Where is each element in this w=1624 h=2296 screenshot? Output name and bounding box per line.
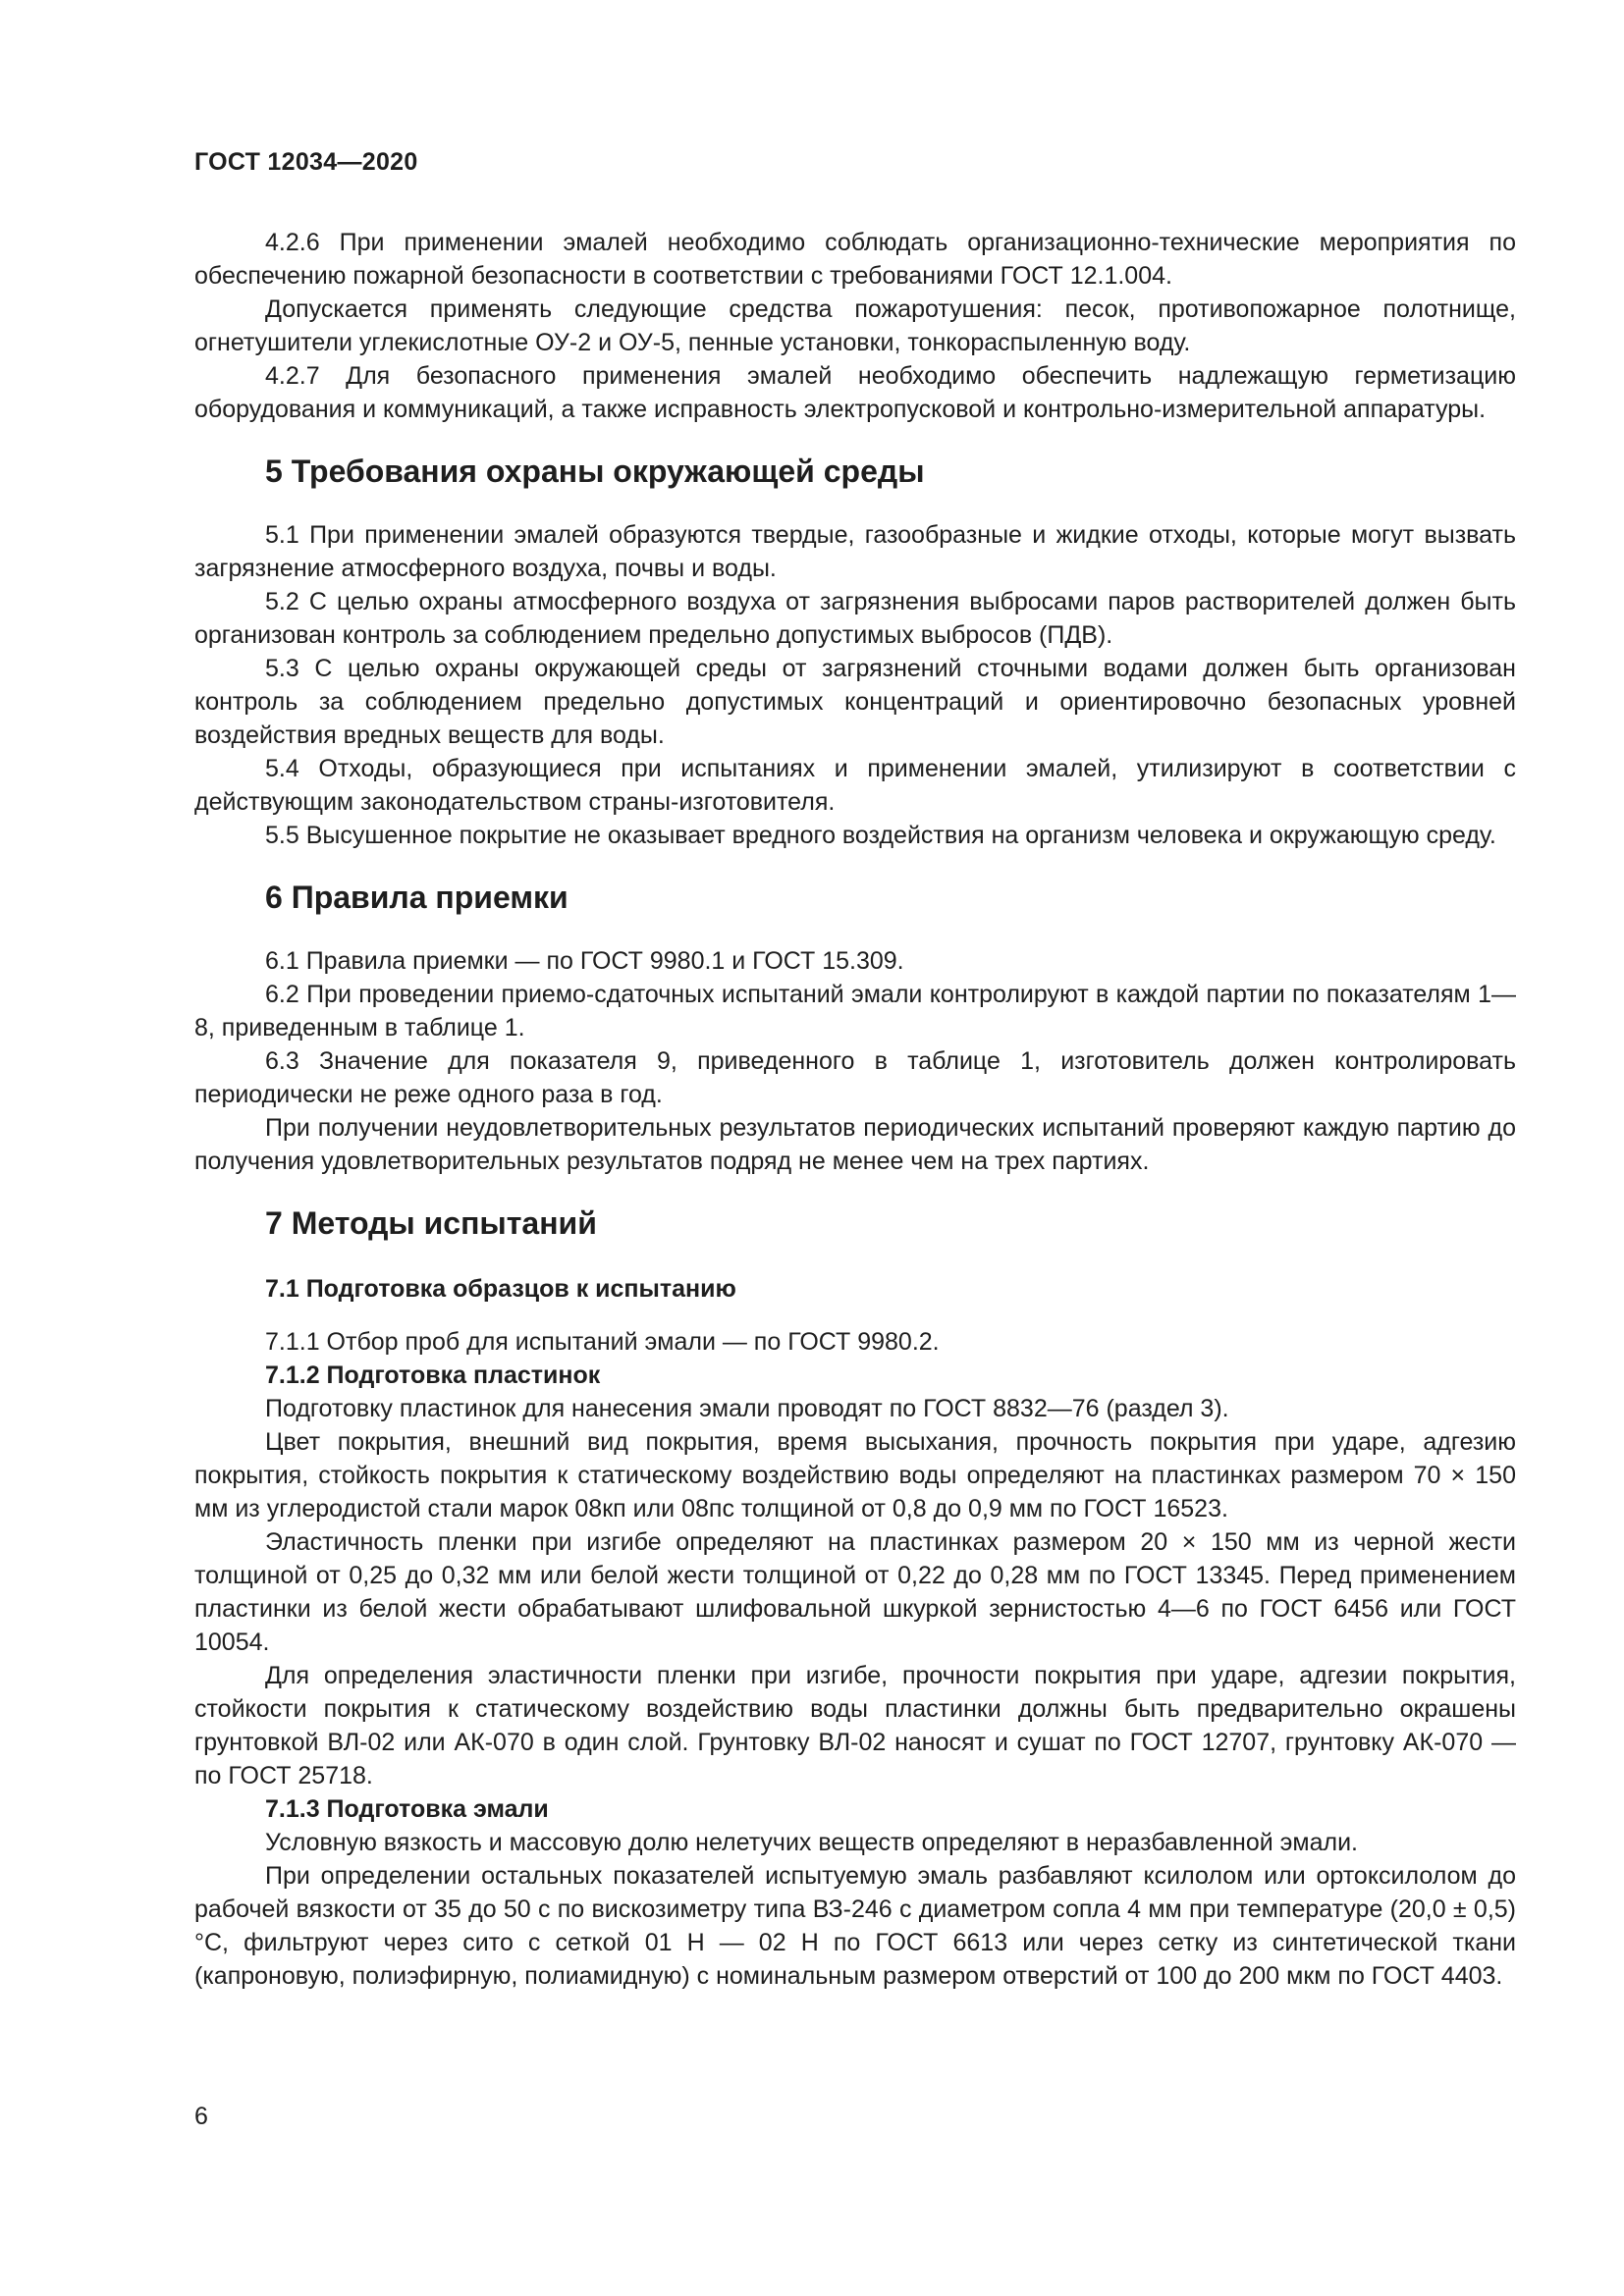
paragraph-5-2: 5.2 С целью охраны атмосферного воздуха от загрязнения выбросами паров растворителей должен быть организован контроль за соблюдением предельно допустимых выбросов (ПДВ). bbox=[194, 588, 1516, 649]
section-5-heading: 5 Требования охраны окружающей среды bbox=[265, 454, 925, 489]
paragraph-6-3: 6.3 Значение для показателя 9, приведенного в таблице 1, изготовитель должен контролировать периодически не реже одного раза в год. bbox=[194, 1047, 1516, 1108]
paragraph-6-3-periodic: При получении неудовлетворительных результатов периодических испытаний проверяют каждую партию до получения удовлетворительных результатов подряд не менее чем на трех партиях. bbox=[194, 1114, 1516, 1175]
section-6-heading: 6 Правила приемки bbox=[265, 880, 568, 915]
paragraph-4-2-6-extinguishing: Допускается применять следующие средства пожаротушения: песок, противопожарное полотнище, огнетушители углекислотные ОУ-2 и ОУ-5, пенные установки, тонкораспыленную воду. bbox=[194, 295, 1516, 356]
paragraph-5-5: 5.5 Высушенное покрытие не оказывает вредного воздействия на организм человека и окружающую среду. bbox=[265, 822, 1496, 849]
subsection-7-1-2-heading: 7.1.2 Подготовка пластинок bbox=[265, 1362, 601, 1389]
paragraph-4-2-7: 4.2.7 Для безопасного применения эмалей необходимо обеспечить надлежащую герметизацию оборудования и коммуникаций, а также исправность электропусковой и контрольно-измерительной аппаратуры. bbox=[194, 362, 1516, 423]
paragraph-7-1-2-a: Подготовку пластинок для нанесения эмали проводят по ГОСТ 8832—76 (раздел 3). bbox=[265, 1395, 1229, 1422]
paragraph-7-1-2-c: Эластичность пленки при изгибе определяют на пластинках размером 20 × 150 мм из черной жести толщиной от 0,25 до 0,32 мм или белой жести толщиной от 0,22 до 0,28 мм по ГОСТ 13345. Перед применением пластинки из белой жести обрабатывают шлифовальной шкуркой зернистостью 4—6 по ГОСТ 6456 или ГОСТ 10054. bbox=[194, 1528, 1516, 1656]
paragraph-7-1-3-a: Условную вязкость и массовую долю нелетучих веществ определяют в неразбавленной эмали. bbox=[265, 1829, 1358, 1856]
paragraph-5-4: 5.4 Отходы, образующиеся при испытаниях и применении эмалей, утилизируют в соответствии с действующим законодательством страны-изготовителя. bbox=[194, 755, 1516, 816]
page-content bbox=[194, 226, 1516, 1993]
subsection-7-1-3-heading: 7.1.3 Подготовка эмали bbox=[265, 1795, 549, 1823]
paragraph-4-2-6: 4.2.6 При применении эмалей необходимо соблюдать организационно-технические мероприятия по обеспечению пожарной безопасности в соответствии с требованиями ГОСТ 12.1.004. bbox=[194, 229, 1516, 290]
paragraph-5-1: 5.1 При применении эмалей образуются твердые, газообразные и жидкие отходы, которые могут вызвать загрязнение атмосферного воздуха, почвы и воды. bbox=[194, 521, 1516, 582]
section-7-heading: 7 Методы испытаний bbox=[265, 1205, 597, 1241]
subsection-7-1-heading: 7.1 Подготовка образцов к испытанию bbox=[265, 1275, 736, 1303]
paragraph-7-1-3-b: При определении остальных показателей испытуемую эмаль разбавляют ксилолом или ортоксилолом до рабочей вязкости от 35 до 50 с по вискозиметру типа ВЗ-246 с диаметром сопла 4 мм при температуре (20,0 ± 0,5) °С, фильтруют через сито с сеткой 01 Н — 02 Н по ГОСТ 6613 или через сетку из синтетической ткани (капроновую, полиэфирную, полиамидную) с номинальным размером отверстий от 100 до 200 мкм по ГОСТ 4403. bbox=[194, 1862, 1516, 1990]
paragraph-7-1-2-d: Для определения эластичности пленки при изгибе, прочности покрытия при ударе, адгезии покрытия, стойкости покрытия к статическому воздействию воды пластинки должны быть предварительно окрашены грунтовкой ВЛ-02 или АК-070 в один слой. Грунтовку ВЛ-02 наносят и сушат по ГОСТ 12707, грунтовку АК-070 — по ГОСТ 25718. bbox=[194, 1662, 1516, 1789]
paragraph-6-1: 6.1 Правила приемки — по ГОСТ 9980.1 и ГОСТ 15.309. bbox=[265, 947, 904, 975]
paragraph-6-2: 6.2 При проведении приемо-сдаточных испытаний эмали контролируют в каждой партии по показателям 1—8, приведенным в таблице 1. bbox=[194, 981, 1516, 1041]
paragraph-5-3: 5.3 С целью охраны окружающей среды от загрязнений сточными водами должен быть организован контроль за соблюдением предельно допустимых концентраций и ориентировочно безопасных уровней воздействия вредных веществ для воды. bbox=[194, 655, 1516, 749]
paragraph-7-1-2-b: Цвет покрытия, внешний вид покрытия, время высыхания, прочность покрытия при ударе, адгезию покрытия, стойкость покрытия к статическому воздействию воды определяют на пластинках размером 70 × 150 мм из углеродистой стали марок 08кп или 08пс толщиной от 0,8 до 0,9 мм по ГОСТ 16523. bbox=[194, 1428, 1516, 1522]
paragraph-7-1-1: 7.1.1 Отбор проб для испытаний эмали — по ГОСТ 9980.2. bbox=[265, 1328, 940, 1356]
document-code-header: ГОСТ 12034—2020 bbox=[194, 148, 418, 176]
page-number: 6 bbox=[194, 2103, 208, 2130]
